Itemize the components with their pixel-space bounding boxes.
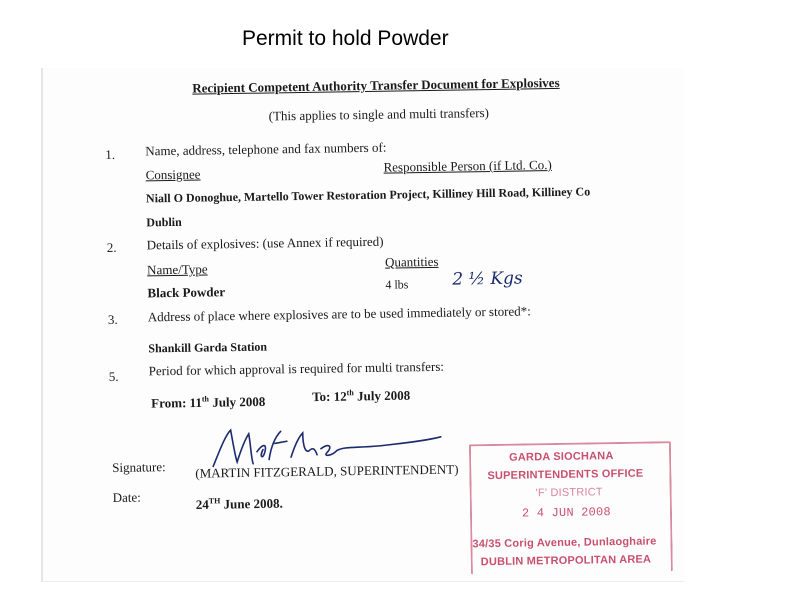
section-5-label: Period for which approval is required for multi transfers: — [148, 358, 445, 379]
stamp-line-2: SUPERINTENDENTS OFFICE — [487, 467, 644, 483]
storage-address: Shankill Garda Station — [148, 339, 268, 356]
scanned-document — [41, 68, 685, 582]
section-3-number: 3. — [107, 311, 118, 328]
signatory-name: (MARTIN FITZGERALD, SUPERINTENDENT) — [195, 461, 459, 481]
period-from: From: 11th July 2008 — [151, 393, 266, 411]
consignee-label: Consignee — [145, 166, 201, 183]
section-2-number: 2. — [106, 239, 117, 256]
signature-date: 24TH June 2008. — [195, 495, 283, 512]
explosive-quantity: 4 lbs — [385, 277, 409, 292]
section-5-number: 5. — [108, 368, 119, 385]
document-heading: Recipient Competent Authority Transfer Document for Explosives — [192, 74, 560, 96]
responsible-person-label: Responsible Person (if Ltd. Co.) — [383, 157, 552, 175]
section-1-number: 1. — [105, 146, 116, 163]
section-1-label: Name, address, telephone and fax numbers of: — [145, 139, 387, 159]
name-type-label: Name/Type — [146, 261, 208, 278]
document-subheading: (This applies to single and multi transfers) — [268, 105, 490, 124]
explosive-name: Black Powder — [147, 284, 226, 301]
section-3-label: Address of place where explosives are to be used immediately or stored*: — [147, 303, 531, 325]
stamp-line-6: DUBLIN METROPOLITAN AREA — [480, 553, 652, 569]
signature-label: Signature: — [112, 459, 166, 475]
consignee-line-2: Dublin — [146, 214, 182, 230]
consignee-line-1: Niall O Donoghue, Martello Tower Restoration Project, Killiney Hill Road, Killiney Co — [145, 184, 591, 206]
quantities-label: Quantities — [384, 253, 439, 270]
stamp-line-3: 'F' DISTRICT — [535, 486, 603, 500]
stamp-line-1: GARDA SIOCHANA — [509, 450, 614, 464]
page-title: Permit to hold Powder — [242, 27, 449, 50]
period-to: To: 12th July 2008 — [312, 387, 411, 405]
stamp-line-5: 34/35 Corig Avenue, Dunlaoghaire — [472, 535, 657, 551]
date-label: Date: — [112, 489, 141, 505]
handwritten-quantity: 2 ½ Kgs — [452, 268, 523, 290]
document-body — [41, 68, 685, 582]
stamp-date: 2 4 JUN 2008 — [521, 505, 611, 521]
section-2-label: Details of explosives: (use Annex if required) — [146, 233, 384, 253]
